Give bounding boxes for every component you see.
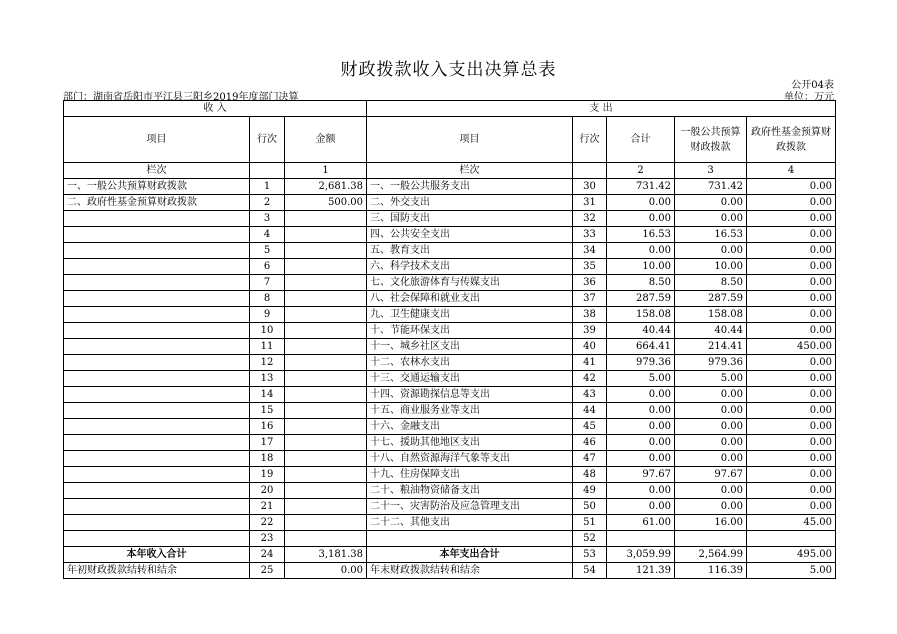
income-item-cell: 一、一般公共预算财政拨款 [64,179,250,195]
total-amount-cell: 0.00 [607,483,675,499]
table-row [64,499,836,515]
expense-item-cell: 四、公共安全支出 [367,227,573,243]
column-number-row [64,163,836,179]
col-number-label-2: 栏次 [367,163,573,179]
income-amount-cell [285,451,367,467]
total-amount-cell: 0.00 [607,499,675,515]
table-row [64,387,836,403]
general-budget-cell: 158.08 [675,307,747,323]
income-line-cell: 21 [250,499,285,515]
col-number-label: 栏次 [64,163,250,179]
income-amount-cell [285,531,367,547]
income-item-cell [64,291,250,307]
income-amount-cell [285,339,367,355]
expense-line-cell: 34 [573,243,607,259]
table-row [64,531,836,547]
expense-item-cell: 九、卫生健康支出 [367,307,573,323]
total-amount-cell: 731.42 [607,179,675,195]
expense-item-cell: 十五、商业服务业等支出 [367,403,573,419]
expense-item-cell: 十六、金融支出 [367,419,573,435]
income-item-cell [64,499,250,515]
expense-item-cell: 三、国防支出 [367,211,573,227]
income-amount-cell [285,211,367,227]
income-amount-cell [285,243,367,259]
general-budget-cell: 40.44 [675,323,747,339]
general-budget-cell: 0.00 [675,499,747,515]
income-line-cell: 23 [250,531,285,547]
expense-line-cell: 44 [573,403,607,419]
income-item-cell [64,451,250,467]
general-budget-cell: 2,564.99 [675,547,747,563]
income-amount-cell [285,483,367,499]
expense-item-cell: 六、科学技术支出 [367,259,573,275]
total-amount-cell: 979.36 [607,355,675,371]
income-line-cell: 24 [250,547,285,563]
general-budget-cell: 16.00 [675,515,747,531]
table-row [64,355,836,371]
general-budget-cell: 97.67 [675,467,747,483]
expense-item-cell: 十三、交通运输支出 [367,371,573,387]
expense-item-cell: 五、教育支出 [367,243,573,259]
income-item-cell [64,355,250,371]
expense-section-header: 支 出 [367,101,836,117]
income-item-cell [64,467,250,483]
income-amount-cell [285,227,367,243]
expense-line-cell: 45 [573,419,607,435]
total-amount-cell: 158.08 [607,307,675,323]
col-header-fund-budget: 政府性基金预算财政拨款 [747,117,836,163]
fund-budget-cell: 0.00 [747,323,836,339]
income-item-cell [64,275,250,291]
expense-line-cell: 31 [573,195,607,211]
col-header-total: 合计 [607,117,675,163]
general-budget-cell: 5.00 [675,371,747,387]
expense-line-cell: 38 [573,307,607,323]
income-line-cell: 7 [250,275,285,291]
income-amount-cell [285,259,367,275]
general-budget-cell: 0.00 [675,387,747,403]
fund-budget-cell: 0.00 [747,243,836,259]
fund-budget-cell: 0.00 [747,387,836,403]
income-amount-cell [285,515,367,531]
general-budget-cell: 0.00 [675,195,747,211]
expense-line-cell: 37 [573,291,607,307]
fund-budget-cell: 0.00 [747,195,836,211]
income-item-cell [64,435,250,451]
total-amount-cell: 0.00 [607,435,675,451]
fund-budget-cell: 0.00 [747,259,836,275]
table-row [64,243,836,259]
total-amount-cell [607,531,675,547]
income-item-cell: 本年收入合计 [64,547,250,563]
income-line-cell: 1 [250,179,285,195]
expense-item-cell: 七、文化旅游体育与传媒支出 [367,275,573,291]
fund-budget-cell: 0.00 [747,355,836,371]
general-budget-cell: 10.00 [675,259,747,275]
income-amount-cell: 3,181.38 [285,547,367,563]
fund-budget-cell: 0.00 [747,227,836,243]
col-header-income-item: 项目 [64,117,250,163]
general-budget-cell: 287.59 [675,291,747,307]
income-line-cell: 25 [250,563,285,579]
fund-budget-cell: 0.00 [747,307,836,323]
expense-line-cell: 36 [573,275,607,291]
income-line-cell: 8 [250,291,285,307]
income-line-cell: 2 [250,195,285,211]
income-section-header: 收 入 [64,101,367,117]
expense-line-cell: 49 [573,483,607,499]
fund-budget-cell: 0.00 [747,483,836,499]
income-line-cell: 4 [250,227,285,243]
page-title: 财政拨款收入支出决算总表 [340,60,557,80]
expense-item-cell [367,531,573,547]
table-row [64,275,836,291]
col-number-4: 4 [747,163,836,179]
total-amount-cell: 0.00 [607,403,675,419]
expense-line-cell: 43 [573,387,607,403]
general-budget-cell: 0.00 [675,403,747,419]
col-number-1: 1 [285,163,367,179]
income-amount-cell [285,387,367,403]
income-line-cell: 22 [250,515,285,531]
table-row [64,227,836,243]
expense-line-cell: 41 [573,355,607,371]
income-line-cell: 9 [250,307,285,323]
table-row [64,339,836,355]
income-line-cell: 14 [250,387,285,403]
general-budget-cell: 0.00 [675,419,747,435]
total-amount-cell: 0.00 [607,419,675,435]
total-amount-cell: 40.44 [607,323,675,339]
total-amount-cell: 0.00 [607,243,675,259]
col-header-expense-line: 行次 [573,117,607,163]
income-item-cell: 年初财政拨款结转和结余 [64,563,250,579]
table-row [64,467,836,483]
table-row [64,307,836,323]
income-line-cell: 12 [250,355,285,371]
income-item-cell [64,403,250,419]
general-budget-cell: 116.39 [675,563,747,579]
expense-item-cell: 十七、援助其他地区支出 [367,435,573,451]
income-amount-cell: 2,681.38 [285,179,367,195]
income-item-cell [64,387,250,403]
total-amount-cell: 10.00 [607,259,675,275]
expense-item-cell: 二、外交支出 [367,195,573,211]
table-row [64,515,836,531]
expense-item-cell: 一、一般公共服务支出 [367,179,573,195]
income-item-cell [64,243,250,259]
table-row [64,179,836,195]
col-header-general-budget: 一般公共预算财政拨款 [675,117,747,163]
income-item-cell [64,483,250,499]
fund-budget-cell: 0.00 [747,419,836,435]
expense-item-cell: 本年支出合计 [367,547,573,563]
expense-line-cell: 46 [573,435,607,451]
general-budget-cell: 731.42 [675,179,747,195]
expense-item-cell: 八、社会保障和就业支出 [367,291,573,307]
income-item-cell [64,211,250,227]
income-item-cell [64,307,250,323]
income-line-cell: 11 [250,339,285,355]
total-row [64,563,836,579]
expense-line-cell: 33 [573,227,607,243]
table-row [64,195,836,211]
expense-item-cell: 二十、粮油物资储备支出 [367,483,573,499]
income-line-cell: 5 [250,243,285,259]
unit-label: 单位：万元 [784,92,834,103]
general-budget-cell: 16.53 [675,227,747,243]
expense-item-cell: 十九、住房保障支出 [367,467,573,483]
fund-budget-cell: 0.00 [747,179,836,195]
income-item-cell [64,531,250,547]
expense-line-cell: 35 [573,259,607,275]
income-amount-cell [285,291,367,307]
income-item-cell [64,419,250,435]
expense-line-cell: 32 [573,211,607,227]
general-budget-cell: 0.00 [675,483,747,499]
general-budget-cell: 8.50 [675,275,747,291]
income-amount-cell [285,307,367,323]
income-amount-cell [285,419,367,435]
fund-budget-cell: 0.00 [747,499,836,515]
expense-item-cell: 十八、自然资源海洋气象等支出 [367,451,573,467]
expense-item-cell: 二十一、灾害防治及应急管理支出 [367,499,573,515]
total-amount-cell: 0.00 [607,451,675,467]
general-budget-cell: 979.36 [675,355,747,371]
expense-line-cell: 47 [573,451,607,467]
income-amount-cell: 500.00 [285,195,367,211]
general-budget-cell: 0.00 [675,243,747,259]
table-row [64,323,836,339]
total-amount-cell: 121.39 [607,563,675,579]
income-amount-cell [285,499,367,515]
table-row [64,259,836,275]
total-amount-cell: 0.00 [607,387,675,403]
total-amount-cell: 0.00 [607,195,675,211]
income-line-cell: 6 [250,259,285,275]
income-line-cell: 20 [250,483,285,499]
expense-item-cell: 十一、城乡社区支出 [367,339,573,355]
expense-line-cell: 51 [573,515,607,531]
general-budget-cell: 0.00 [675,211,747,227]
department-label: 部门：湖南省岳阳市平江县三阳乡2019年度部门决算 [63,92,299,103]
expense-line-cell: 39 [573,323,607,339]
col-number-empty [250,163,285,179]
income-line-cell: 3 [250,211,285,227]
income-amount-cell [285,371,367,387]
income-amount-cell [285,467,367,483]
fund-budget-cell: 0.00 [747,211,836,227]
col-number-3: 3 [675,163,747,179]
expense-line-cell: 53 [573,547,607,563]
total-amount-cell: 0.00 [607,211,675,227]
form-number: 公开04表 [791,80,834,91]
expense-line-cell: 30 [573,179,607,195]
table-row [64,291,836,307]
total-amount-cell: 664.41 [607,339,675,355]
fund-budget-cell: 0.00 [747,451,836,467]
total-row [64,547,836,563]
expense-line-cell: 42 [573,371,607,387]
fund-budget-cell: 0.00 [747,435,836,451]
total-amount-cell: 287.59 [607,291,675,307]
general-budget-cell [675,531,747,547]
table-row [64,435,836,451]
income-line-cell: 18 [250,451,285,467]
expense-item-cell: 年末财政拨款结转和结余 [367,563,573,579]
income-line-cell: 13 [250,371,285,387]
table-row [64,451,836,467]
table-row [64,371,836,387]
total-amount-cell: 5.00 [607,371,675,387]
section-header-row [64,101,836,117]
col-header-amount: 金额 [285,117,367,163]
fund-budget-cell: 0.00 [747,275,836,291]
table-row [64,211,836,227]
expense-line-cell: 40 [573,339,607,355]
income-amount-cell [285,355,367,371]
total-amount-cell: 16.53 [607,227,675,243]
table-row [64,419,836,435]
col-number-empty-2 [573,163,607,179]
income-line-cell: 19 [250,467,285,483]
total-amount-cell: 8.50 [607,275,675,291]
income-line-cell: 10 [250,323,285,339]
income-item-cell [64,515,250,531]
fund-budget-cell: 450.00 [747,339,836,355]
income-amount-cell [285,275,367,291]
income-line-cell: 17 [250,435,285,451]
income-item-cell: 二、政府性基金预算财政拨款 [64,195,250,211]
income-line-cell: 15 [250,403,285,419]
expense-line-cell: 48 [573,467,607,483]
income-amount-cell: 0.00 [285,563,367,579]
income-amount-cell [285,435,367,451]
income-amount-cell [285,403,367,419]
income-item-cell [64,339,250,355]
income-item-cell [64,227,250,243]
total-amount-cell: 97.67 [607,467,675,483]
table-row [64,403,836,419]
income-amount-cell [285,323,367,339]
col-number-2: 2 [607,163,675,179]
col-header-expense-item: 项目 [367,117,573,163]
income-item-cell [64,259,250,275]
fund-budget-cell [747,531,836,547]
general-budget-cell: 0.00 [675,435,747,451]
income-line-cell: 16 [250,419,285,435]
income-item-cell [64,371,250,387]
total-amount-cell: 3,059.99 [607,547,675,563]
expense-item-cell: 十、节能环保支出 [367,323,573,339]
expense-line-cell: 54 [573,563,607,579]
fund-budget-cell: 495.00 [747,547,836,563]
general-budget-cell: 0.00 [675,451,747,467]
fund-budget-cell: 0.00 [747,467,836,483]
fund-budget-cell: 0.00 [747,403,836,419]
fund-budget-cell: 0.00 [747,291,836,307]
fund-budget-cell: 5.00 [747,563,836,579]
fund-budget-cell: 45.00 [747,515,836,531]
expense-item-cell: 十四、资源勘探信息等支出 [367,387,573,403]
total-amount-cell: 61.00 [607,515,675,531]
column-header-row [64,117,836,163]
expense-item-cell: 十二、农林水支出 [367,355,573,371]
fund-budget-cell: 0.00 [747,371,836,387]
expense-line-cell: 50 [573,499,607,515]
expense-line-cell: 52 [573,531,607,547]
table-row [64,483,836,499]
budget-table [63,100,836,579]
income-item-cell [64,323,250,339]
expense-item-cell: 二十二、其他支出 [367,515,573,531]
col-header-income-line: 行次 [250,117,285,163]
general-budget-cell: 214.41 [675,339,747,355]
